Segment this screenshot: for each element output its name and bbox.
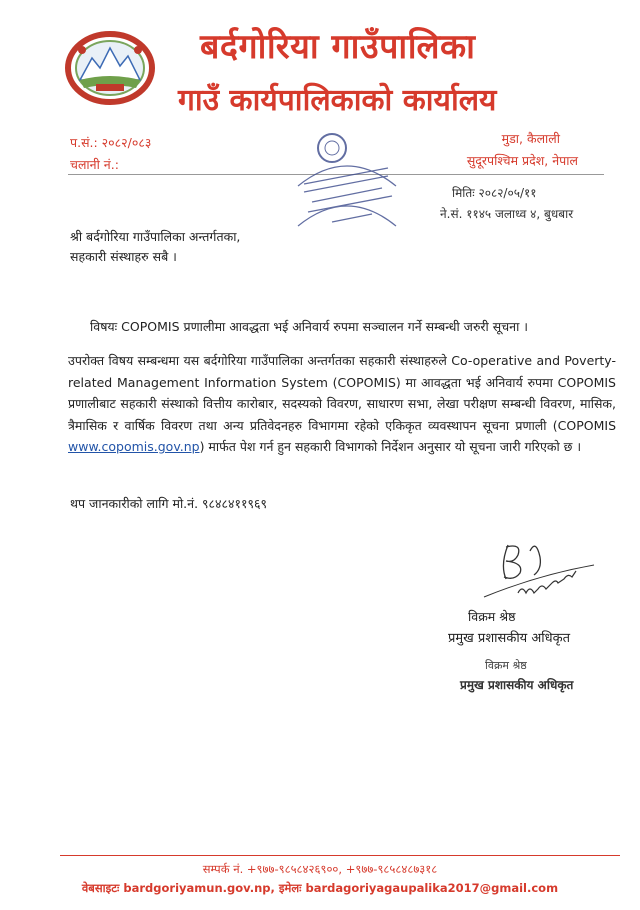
subject-line: विषयः COPOMIS प्रणालीमा आवद्धता भई अनिवार्य रुपमा सञ्चालन गर्ने सम्बन्धी जरुरी सूचना । [90,319,529,334]
body-text-2: ) मार्फत पेश गर्न हुन सहकारी विभागको निर्देशन अनुसार यो सूचना जारी गरिएको छ । [199,439,582,454]
footer-divider [60,855,620,856]
handwritten-signature [478,535,598,605]
office-title: गाउँ कार्यपालिकाको कार्यालय [178,83,497,118]
seal-signer-name: विक्रम श्रेष्ठ [485,659,527,672]
body-text-1: उपरोक्त विषय सम्बन्धमा यस बर्दगोरिया गाउँपालिका अन्तर्गतका सहकारी संस्थाहरुले Co-operative and Poverty-related Management Information System (COPOMIS) मा आवद्धता भई अनिवार्य रुपमा COPOMIS प्रणालीबाट सहकारी संस्थाको वित्तीय कारोबार, सदस्यको विवरण, साधारण सभा, लेखा परीक्षण सम्बन्धी विवरण, मासिक, त्रैमासिक र वार्षिक विवरण तथा अन्य प्रतिवेदनहरु विभागमा रहेको एकिकृत व्यवस्थापन सूचना प्रणाली (COPOMIS [68,353,616,433]
office-province: सुदूरपश्चिम प्रदेश, नेपाल [466,153,578,168]
info-line: थप जानकारीको लागि मो.नं. ९८४८४११९६९ [70,496,268,511]
date-line: मितिः २०८२/०५/११ [452,186,537,200]
signer-name: विक्रम श्रेष्ठ [468,609,516,624]
signer-title: प्रमुख प्रशासकीय अधिकृत [448,631,571,646]
body-paragraph [68,350,616,458]
reference-number: प.सं.: २०८२/०८३ [70,135,152,150]
copomis-link[interactable]: www.copomis.gov.np [68,439,200,454]
footer-web-email: वेबसाइटः bardgoriyamun.gov.np, इमेलः bardagoriyagaupalika2017@gmail.com [81,881,559,895]
municipality-title: बर्दगोरिया गाउँपालिका [200,27,476,67]
recipient-line-1: श्री बर्दगोरिया गाउँपालिका अन्तर्गतका, [70,229,241,244]
office-district: मुडा, कैलाली [501,131,560,146]
dispatch-number: चलानी नं.: [70,157,119,172]
recipient-line-2: सहकारी संस्थाहरु सबै । [70,249,177,264]
seal-signer-title: प्रमुख प्रशासकीय अधिकृत [460,678,574,692]
footer-contact: सम्पर्क नं. +९७७-९८५८४२६९००, +९७७-९८५८४८७३१८ [202,862,438,876]
office-stamp [292,126,402,234]
nepal-sambat-date: ने.सं. ११४५ जलाध्व ४, बुधबार [440,207,574,221]
nepal-emblem-logo [62,28,158,108]
